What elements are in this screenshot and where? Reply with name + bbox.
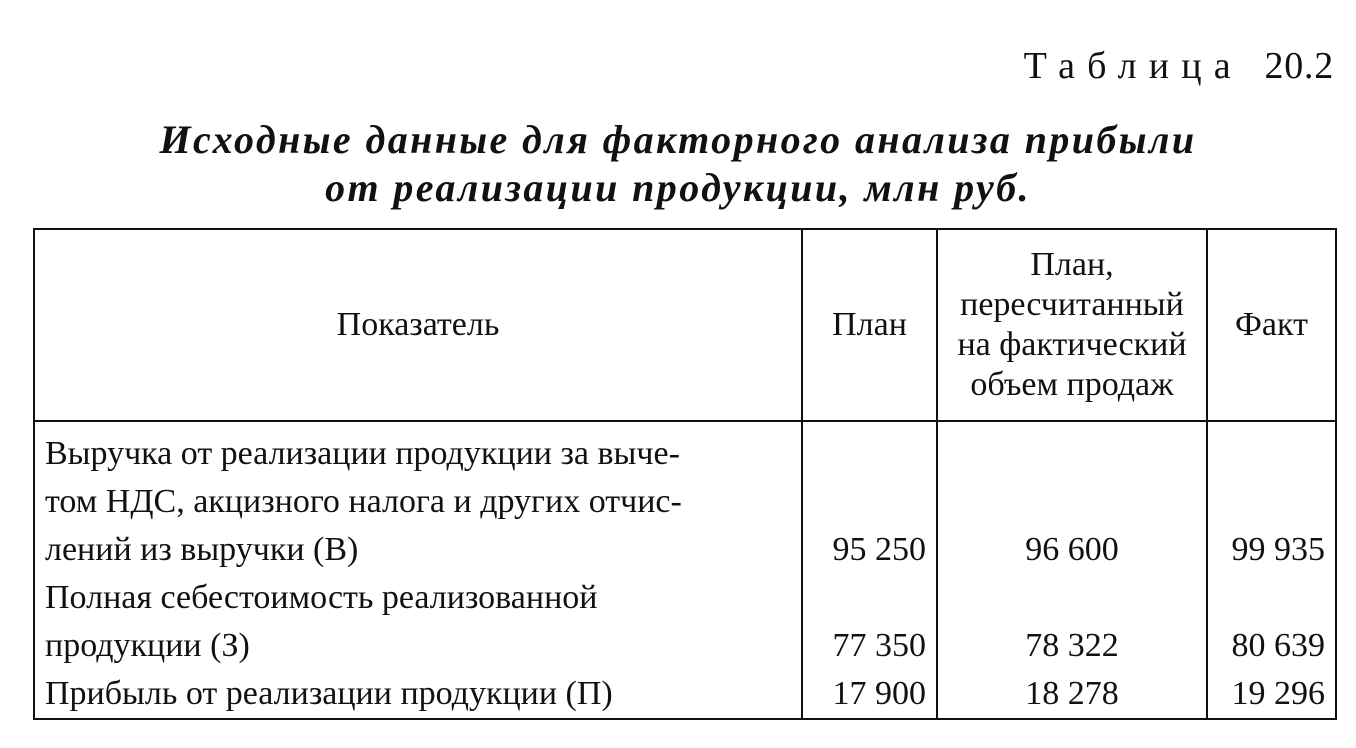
row-label-line: том НДС, акцизного налога и других отчис- (45, 483, 682, 520)
row-label (34, 421, 802, 574)
cell-recalc: 78 322 (937, 574, 1207, 670)
table-number-label (1024, 44, 1334, 88)
cell-plan: 17 900 (802, 670, 937, 719)
header-row (34, 229, 1336, 421)
row-label-line: Выручка от реализации продукции за выче- (45, 435, 680, 472)
header-recalc-line: объем продаж (970, 366, 1174, 403)
data-table (33, 228, 1337, 720)
row-label-line: лений из выручки (В) (45, 531, 359, 568)
cell-fact: 19 296 (1207, 670, 1336, 719)
table-row-revenue (34, 421, 1336, 574)
table-number: 20.2 (1264, 45, 1334, 87)
header-indicator: Показатель (34, 229, 802, 421)
header-plan: План (802, 229, 937, 421)
row-label (34, 670, 802, 719)
header-recalc-line: пересчитанный (960, 286, 1184, 323)
cell-fact: 99 935 (1207, 421, 1336, 574)
cell-recalc: 18 278 (937, 670, 1207, 719)
row-label-line: Полная себестоимость реализованной (45, 579, 598, 616)
header-recalc (937, 229, 1207, 421)
table-title (0, 116, 1356, 212)
row-label-line: продукции (З) (45, 627, 250, 664)
cell-plan: 77 350 (802, 574, 937, 670)
table-row-profit (34, 670, 1336, 719)
table-word: Таблица (1023, 45, 1243, 87)
row-label-line: Прибыль от реализации продукции (П) (45, 675, 613, 712)
title-line-1: Исходные данные для факторного анализа прибыли (159, 117, 1197, 162)
header-recalc-line: План, (1030, 246, 1114, 283)
cell-recalc: 96 600 (937, 421, 1207, 574)
cell-fact: 80 639 (1207, 574, 1336, 670)
header-recalc-line: на фактический (957, 326, 1187, 363)
header-fact: Факт (1207, 229, 1336, 421)
title-line-2: от реализации продукции, млн руб. (325, 165, 1031, 210)
row-label (34, 574, 802, 670)
cell-plan: 95 250 (802, 421, 937, 574)
table-row-cost (34, 574, 1336, 670)
